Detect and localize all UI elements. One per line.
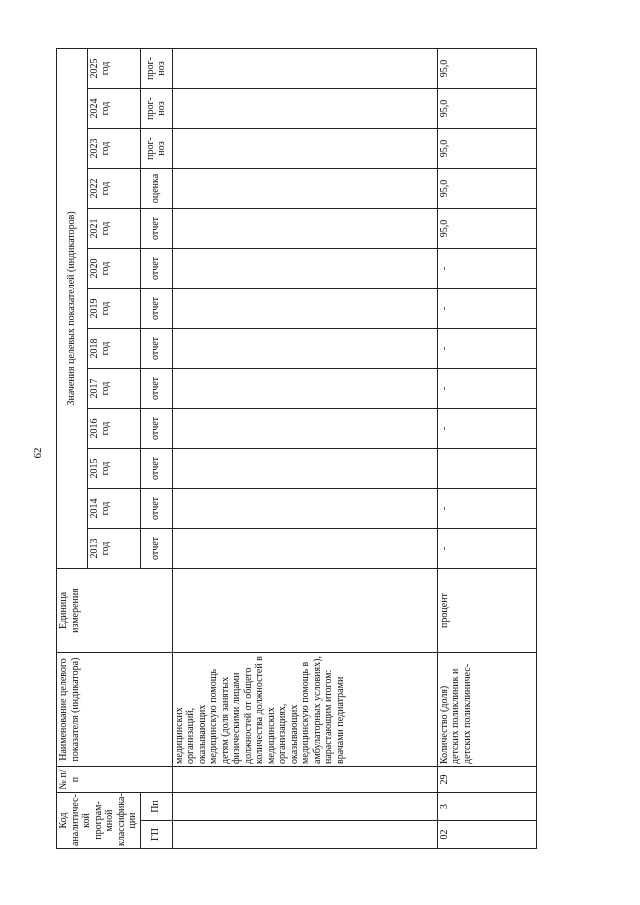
value-cell: - bbox=[437, 409, 536, 449]
page-number: 62 bbox=[32, 447, 44, 459]
value-cell: - bbox=[437, 489, 536, 529]
value-cell bbox=[172, 209, 437, 249]
value-cell bbox=[172, 489, 437, 529]
code-gp-cell: 02 bbox=[437, 821, 536, 849]
status-cell: прог-ноз bbox=[140, 129, 172, 169]
code-header: Код аналитичес-кой програм-мной классифика-ции bbox=[57, 793, 141, 849]
value-cell bbox=[172, 329, 437, 369]
value-cell: - bbox=[437, 289, 536, 329]
rotated-table-container bbox=[56, 49, 531, 849]
status-cell: прог-ноз bbox=[140, 48, 172, 88]
value-cell bbox=[172, 129, 437, 169]
value-cell: 95,0 bbox=[437, 169, 536, 209]
unit-cell bbox=[172, 569, 437, 653]
header-row-1 bbox=[57, 48, 88, 848]
code-gp-header: ГП bbox=[140, 821, 172, 849]
code-gp-cell bbox=[172, 821, 437, 849]
value-cell bbox=[172, 249, 437, 289]
year-header: 2023 год bbox=[87, 129, 140, 169]
year-header: 2020 год bbox=[87, 249, 140, 289]
number-cell: 29 bbox=[437, 767, 536, 793]
values-header: Значения целевых показателей (индикаторов) bbox=[57, 48, 88, 568]
indicator-name-cell: Количество (доля) детских поликлиник и детских поликлиничес- bbox=[437, 653, 536, 767]
value-cell bbox=[172, 409, 437, 449]
value-cell: - bbox=[437, 369, 536, 409]
value-cell bbox=[172, 369, 437, 409]
year-header: 2015 год bbox=[87, 449, 140, 489]
status-cell: отчет bbox=[140, 449, 172, 489]
value-cell bbox=[437, 449, 536, 489]
year-header: 2013 год bbox=[87, 529, 140, 569]
year-header: 2021 год bbox=[87, 209, 140, 249]
code-pp-cell: 3 bbox=[437, 793, 536, 821]
value-cell: 95,0 bbox=[437, 129, 536, 169]
status-cell: оценка bbox=[140, 169, 172, 209]
unit-cell: процент bbox=[437, 569, 536, 653]
year-header: 2014 год bbox=[87, 489, 140, 529]
indicator-name-cell: медицинских организаций, оказывающих медицинскую помощь детям (доля занятых физическими лицами должностей от общего количества должностей в медицинских организациях, оказывающих медицинскую помощь в амбулаторных условиях), нарастающим итогом: врачами педиатрами bbox=[172, 653, 437, 767]
code-pp-cell bbox=[172, 793, 437, 821]
number-header: № п/п bbox=[57, 767, 173, 793]
value-cell bbox=[172, 48, 437, 88]
status-cell: отчет bbox=[140, 329, 172, 369]
year-header: 2018 год bbox=[87, 329, 140, 369]
year-header: 2016 год bbox=[87, 409, 140, 449]
year-header: 2024 год bbox=[87, 89, 140, 129]
value-cell: 95,0 bbox=[437, 209, 536, 249]
number-cell bbox=[172, 767, 437, 793]
year-header: 2022 год bbox=[87, 169, 140, 209]
value-cell bbox=[172, 529, 437, 569]
status-cell: отчет bbox=[140, 249, 172, 289]
status-cell: отчет bbox=[140, 209, 172, 249]
value-cell bbox=[172, 449, 437, 489]
value-cell: 95,0 bbox=[437, 48, 536, 88]
value-cell: - bbox=[437, 329, 536, 369]
value-cell: - bbox=[437, 249, 536, 289]
indicators-table bbox=[56, 48, 537, 849]
value-cell bbox=[172, 289, 437, 329]
code-pp-header: Пп bbox=[140, 793, 172, 821]
value-cell bbox=[172, 89, 437, 129]
name-header: Наименование целевого показателя (индикатора) bbox=[57, 653, 173, 767]
table-row bbox=[172, 48, 437, 848]
table-row bbox=[437, 48, 536, 848]
value-cell: 95,0 bbox=[437, 89, 536, 129]
status-cell: отчет bbox=[140, 489, 172, 529]
status-cell: отчет bbox=[140, 369, 172, 409]
year-header: 2017 год bbox=[87, 369, 140, 409]
unit-header: Единица измерения bbox=[57, 569, 173, 653]
year-header: 2019 год bbox=[87, 289, 140, 329]
value-cell bbox=[172, 169, 437, 209]
status-cell: отчет bbox=[140, 289, 172, 329]
status-cell: отчет bbox=[140, 529, 172, 569]
status-cell: отчет bbox=[140, 409, 172, 449]
status-cell: прог-ноз bbox=[140, 89, 172, 129]
value-cell: - bbox=[437, 529, 536, 569]
year-header: 2025 год bbox=[87, 48, 140, 88]
